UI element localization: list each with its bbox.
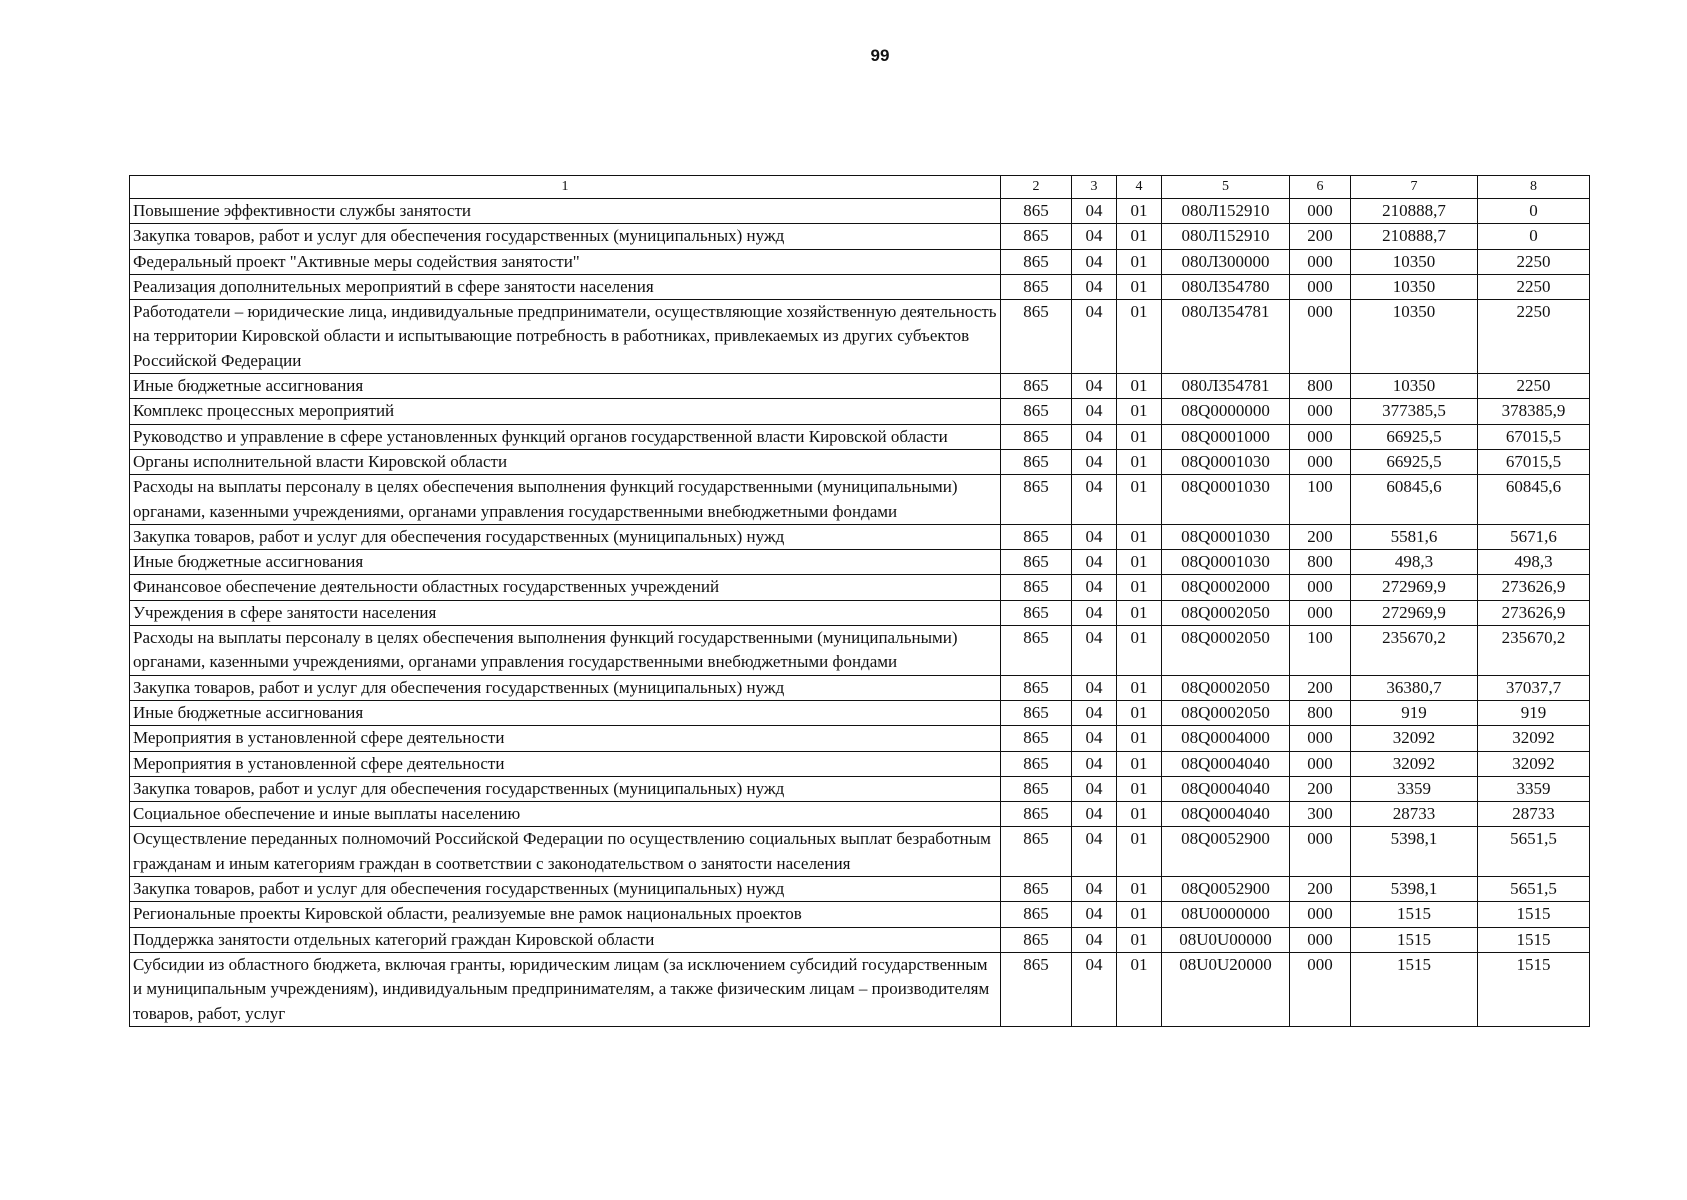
code-ministry: 865 [1001, 224, 1072, 249]
amount-col8: 0 [1478, 224, 1590, 249]
code-target-item: 08Q0004040 [1162, 751, 1290, 776]
code-expense-type: 200 [1290, 877, 1351, 902]
code-target-item: 080Л300000 [1162, 249, 1290, 274]
code-target-item: 08Q0004040 [1162, 776, 1290, 801]
code-ministry: 865 [1001, 524, 1072, 549]
column-header: 7 [1351, 176, 1478, 199]
code-subsection: 01 [1117, 827, 1162, 877]
row-description: Иные бюджетные ассигнования [130, 700, 1001, 725]
amount-col7: 498,3 [1351, 550, 1478, 575]
row-description: Мероприятия в установленной сфере деятельности [130, 726, 1001, 751]
amount-col8: 5671,6 [1478, 524, 1590, 549]
code-target-item: 080Л152910 [1162, 224, 1290, 249]
code-section: 04 [1072, 550, 1117, 575]
row-description: Финансовое обеспечение деятельности областных государственных учреждений [130, 575, 1001, 600]
code-subsection: 01 [1117, 424, 1162, 449]
amount-col7: 1515 [1351, 952, 1478, 1026]
code-target-item: 08Q0004040 [1162, 802, 1290, 827]
code-target-item: 08Q0052900 [1162, 827, 1290, 877]
table-row [130, 374, 1590, 399]
code-section: 04 [1072, 274, 1117, 299]
code-expense-type: 000 [1290, 600, 1351, 625]
code-expense-type: 000 [1290, 274, 1351, 299]
code-ministry: 865 [1001, 399, 1072, 424]
table-row [130, 475, 1590, 525]
row-description: Закупка товаров, работ и услуг для обеспечения государственных (муниципальных) нужд [130, 776, 1001, 801]
code-expense-type: 200 [1290, 776, 1351, 801]
table-row [130, 700, 1590, 725]
code-subsection: 01 [1117, 300, 1162, 374]
row-description: Социальное обеспечение и иные выплаты населению [130, 802, 1001, 827]
code-section: 04 [1072, 224, 1117, 249]
code-subsection: 01 [1117, 877, 1162, 902]
amount-col7: 66925,5 [1351, 449, 1478, 474]
column-number-row [130, 176, 1590, 199]
amount-col7: 60845,6 [1351, 475, 1478, 525]
code-target-item: 08U0000000 [1162, 902, 1290, 927]
code-section: 04 [1072, 827, 1117, 877]
code-subsection: 01 [1117, 374, 1162, 399]
row-description: Федеральный проект "Активные меры содействия занятости" [130, 249, 1001, 274]
code-expense-type: 000 [1290, 399, 1351, 424]
code-ministry: 865 [1001, 550, 1072, 575]
amount-col8: 1515 [1478, 902, 1590, 927]
amount-col8: 5651,5 [1478, 877, 1590, 902]
table-row [130, 626, 1590, 676]
row-description: Поддержка занятости отдельных категорий граждан Кировской области [130, 927, 1001, 952]
row-description: Иные бюджетные ассигнования [130, 374, 1001, 399]
code-expense-type: 800 [1290, 550, 1351, 575]
table-row [130, 274, 1590, 299]
table-row [130, 399, 1590, 424]
code-subsection: 01 [1117, 802, 1162, 827]
table-row [130, 877, 1590, 902]
table-row [130, 600, 1590, 625]
table-row [130, 300, 1590, 374]
amount-col8: 60845,6 [1478, 475, 1590, 525]
row-description: Закупка товаров, работ и услуг для обеспечения государственных (муниципальных) нужд [130, 524, 1001, 549]
code-subsection: 01 [1117, 675, 1162, 700]
amount-col7: 3359 [1351, 776, 1478, 801]
code-ministry: 865 [1001, 475, 1072, 525]
code-section: 04 [1072, 424, 1117, 449]
code-ministry: 865 [1001, 877, 1072, 902]
code-section: 04 [1072, 626, 1117, 676]
code-ministry: 865 [1001, 751, 1072, 776]
code-subsection: 01 [1117, 751, 1162, 776]
amount-col7: 10350 [1351, 374, 1478, 399]
code-section: 04 [1072, 600, 1117, 625]
code-ministry: 865 [1001, 700, 1072, 725]
code-expense-type: 000 [1290, 300, 1351, 374]
row-description: Расходы на выплаты персоналу в целях обеспечения выполнения функций государственными (муниципальными) органами, казенными учреждениями, органами управления государственными внебюджетными фондами [130, 475, 1001, 525]
amount-col7: 32092 [1351, 726, 1478, 751]
row-description: Закупка товаров, работ и услуг для обеспечения государственных (муниципальных) нужд [130, 877, 1001, 902]
table-row [130, 751, 1590, 776]
code-expense-type: 100 [1290, 475, 1351, 525]
column-header: 4 [1117, 176, 1162, 199]
amount-col7: 36380,7 [1351, 675, 1478, 700]
code-section: 04 [1072, 902, 1117, 927]
amount-col8: 235670,2 [1478, 626, 1590, 676]
table-row [130, 675, 1590, 700]
code-section: 04 [1072, 300, 1117, 374]
code-expense-type: 200 [1290, 224, 1351, 249]
code-subsection: 01 [1117, 224, 1162, 249]
amount-col8: 67015,5 [1478, 449, 1590, 474]
amount-col7: 1515 [1351, 902, 1478, 927]
code-ministry: 865 [1001, 952, 1072, 1026]
row-description: Мероприятия в установленной сфере деятельности [130, 751, 1001, 776]
code-target-item: 08Q0001000 [1162, 424, 1290, 449]
code-expense-type: 000 [1290, 424, 1351, 449]
code-section: 04 [1072, 449, 1117, 474]
amount-col8: 67015,5 [1478, 424, 1590, 449]
table-row [130, 952, 1590, 1026]
code-expense-type: 000 [1290, 199, 1351, 224]
code-section: 04 [1072, 374, 1117, 399]
code-expense-type: 800 [1290, 374, 1351, 399]
amount-col7: 66925,5 [1351, 424, 1478, 449]
code-subsection: 01 [1117, 575, 1162, 600]
code-target-item: 08Q0052900 [1162, 877, 1290, 902]
table-row [130, 249, 1590, 274]
amount-col7: 28733 [1351, 802, 1478, 827]
table-row [130, 827, 1590, 877]
code-subsection: 01 [1117, 274, 1162, 299]
code-target-item: 08Q0001030 [1162, 550, 1290, 575]
code-section: 04 [1072, 927, 1117, 952]
amount-col8: 0 [1478, 199, 1590, 224]
row-description: Закупка товаров, работ и услуг для обеспечения государственных (муниципальных) нужд [130, 224, 1001, 249]
code-subsection: 01 [1117, 399, 1162, 424]
amount-col7: 272969,9 [1351, 600, 1478, 625]
row-description: Работодатели – юридические лица, индивидуальные предприниматели, осуществляющие хозяйственную деятельность на территории Кировской области и испытывающие потребность в работниках, привлекаемых из других субъектов Российской Федерации [130, 300, 1001, 374]
code-expense-type: 100 [1290, 626, 1351, 676]
row-description: Учреждения в сфере занятости населения [130, 600, 1001, 625]
code-subsection: 01 [1117, 249, 1162, 274]
code-ministry: 865 [1001, 199, 1072, 224]
code-target-item: 08Q0001030 [1162, 524, 1290, 549]
amount-col8: 28733 [1478, 802, 1590, 827]
amount-col7: 210888,7 [1351, 224, 1478, 249]
code-target-item: 08U0U20000 [1162, 952, 1290, 1026]
row-description: Региональные проекты Кировской области, реализуемые вне рамок национальных проектов [130, 902, 1001, 927]
row-description: Субсидии из областного бюджета, включая гранты, юридическим лицам (за исключением субсидий государственным и муниципальным учреждениям), индивидуальным предпринимателям, а также физическим лицам – производителям товаров, работ, услуг [130, 952, 1001, 1026]
code-subsection: 01 [1117, 475, 1162, 525]
code-ministry: 865 [1001, 902, 1072, 927]
code-expense-type: 200 [1290, 524, 1351, 549]
column-header: 8 [1478, 176, 1590, 199]
row-description: Закупка товаров, работ и услуг для обеспечения государственных (муниципальных) нужд [130, 675, 1001, 700]
code-section: 04 [1072, 675, 1117, 700]
row-description: Реализация дополнительных мероприятий в сфере занятости населения [130, 274, 1001, 299]
row-description: Руководство и управление в сфере установленных функций органов государственной власти Кировской области [130, 424, 1001, 449]
amount-col7: 5398,1 [1351, 877, 1478, 902]
code-subsection: 01 [1117, 927, 1162, 952]
code-ministry: 865 [1001, 927, 1072, 952]
amount-col8: 2250 [1478, 374, 1590, 399]
code-target-item: 080Л354780 [1162, 274, 1290, 299]
row-description: Расходы на выплаты персоналу в целях обеспечения выполнения функций государственными (муниципальными) органами, казенными учреждениями, органами управления государственными внебюджетными фондами [130, 626, 1001, 676]
code-section: 04 [1072, 802, 1117, 827]
code-target-item: 080Л354781 [1162, 374, 1290, 399]
code-target-item: 08U0U00000 [1162, 927, 1290, 952]
code-expense-type: 000 [1290, 827, 1351, 877]
code-subsection: 01 [1117, 902, 1162, 927]
code-subsection: 01 [1117, 550, 1162, 575]
table-row [130, 902, 1590, 927]
code-subsection: 01 [1117, 524, 1162, 549]
code-ministry: 865 [1001, 575, 1072, 600]
code-subsection: 01 [1117, 199, 1162, 224]
code-ministry: 865 [1001, 802, 1072, 827]
code-section: 04 [1072, 399, 1117, 424]
code-section: 04 [1072, 776, 1117, 801]
code-ministry: 865 [1001, 449, 1072, 474]
code-target-item: 080Л152910 [1162, 199, 1290, 224]
code-expense-type: 200 [1290, 675, 1351, 700]
table-row [130, 575, 1590, 600]
table-row [130, 776, 1590, 801]
code-ministry: 865 [1001, 374, 1072, 399]
code-expense-type: 000 [1290, 249, 1351, 274]
amount-col8: 1515 [1478, 927, 1590, 952]
table-row [130, 449, 1590, 474]
code-expense-type: 000 [1290, 449, 1351, 474]
code-ministry: 865 [1001, 600, 1072, 625]
code-section: 04 [1072, 199, 1117, 224]
code-target-item: 08Q0002050 [1162, 700, 1290, 725]
code-target-item: 08Q0000000 [1162, 399, 1290, 424]
amount-col8: 2250 [1478, 300, 1590, 374]
code-ministry: 865 [1001, 424, 1072, 449]
amount-col8: 498,3 [1478, 550, 1590, 575]
code-expense-type: 800 [1290, 700, 1351, 725]
amount-col7: 272969,9 [1351, 575, 1478, 600]
amount-col7: 919 [1351, 700, 1478, 725]
code-section: 04 [1072, 475, 1117, 525]
amount-col7: 377385,5 [1351, 399, 1478, 424]
code-expense-type: 000 [1290, 902, 1351, 927]
code-ministry: 865 [1001, 300, 1072, 374]
code-expense-type: 000 [1290, 952, 1351, 1026]
code-section: 04 [1072, 575, 1117, 600]
code-section: 04 [1072, 249, 1117, 274]
code-section: 04 [1072, 877, 1117, 902]
code-target-item: 08Q0002050 [1162, 675, 1290, 700]
amount-col8: 1515 [1478, 952, 1590, 1026]
table-row [130, 927, 1590, 952]
table-row [130, 224, 1590, 249]
code-subsection: 01 [1117, 449, 1162, 474]
row-description: Комплекс процессных мероприятий [130, 399, 1001, 424]
amount-col7: 5581,6 [1351, 524, 1478, 549]
table-row [130, 802, 1590, 827]
amount-col7: 10350 [1351, 300, 1478, 374]
row-description: Иные бюджетные ассигнования [130, 550, 1001, 575]
code-ministry: 865 [1001, 249, 1072, 274]
code-target-item: 08Q0002000 [1162, 575, 1290, 600]
code-subsection: 01 [1117, 726, 1162, 751]
code-section: 04 [1072, 751, 1117, 776]
amount-col8: 32092 [1478, 751, 1590, 776]
amount-col7: 5398,1 [1351, 827, 1478, 877]
code-section: 04 [1072, 952, 1117, 1026]
code-subsection: 01 [1117, 626, 1162, 676]
code-target-item: 08Q0001030 [1162, 449, 1290, 474]
column-header: 1 [130, 176, 1001, 199]
amount-col8: 919 [1478, 700, 1590, 725]
amount-col7: 210888,7 [1351, 199, 1478, 224]
amount-col7: 32092 [1351, 751, 1478, 776]
code-expense-type: 300 [1290, 802, 1351, 827]
code-expense-type: 000 [1290, 575, 1351, 600]
code-ministry: 865 [1001, 626, 1072, 676]
row-description: Повышение эффективности службы занятости [130, 199, 1001, 224]
code-ministry: 865 [1001, 776, 1072, 801]
table-row [130, 524, 1590, 549]
code-section: 04 [1072, 524, 1117, 549]
code-target-item: 080Л354781 [1162, 300, 1290, 374]
column-header: 3 [1072, 176, 1117, 199]
page-number: 99 [870, 46, 890, 65]
code-expense-type: 000 [1290, 726, 1351, 751]
code-ministry: 865 [1001, 274, 1072, 299]
budget-table [129, 175, 1590, 1027]
amount-col8: 2250 [1478, 274, 1590, 299]
code-ministry: 865 [1001, 726, 1072, 751]
row-description: Органы исполнительной власти Кировской области [130, 449, 1001, 474]
table-row [130, 726, 1590, 751]
code-section: 04 [1072, 726, 1117, 751]
amount-col8: 378385,9 [1478, 399, 1590, 424]
table-row [130, 550, 1590, 575]
code-subsection: 01 [1117, 776, 1162, 801]
amount-col7: 10350 [1351, 274, 1478, 299]
code-expense-type: 000 [1290, 751, 1351, 776]
column-header: 5 [1162, 176, 1290, 199]
amount-col7: 10350 [1351, 249, 1478, 274]
amount-col7: 1515 [1351, 927, 1478, 952]
code-ministry: 865 [1001, 675, 1072, 700]
row-description: Осуществление переданных полномочий Российской Федерации по осуществлению социальных выплат безработным гражданам и иным категориям граждан в соответствии с законодательством о занятости населения [130, 827, 1001, 877]
code-target-item: 08Q0004000 [1162, 726, 1290, 751]
amount-col8: 37037,7 [1478, 675, 1590, 700]
amount-col7: 235670,2 [1351, 626, 1478, 676]
amount-col8: 273626,9 [1478, 575, 1590, 600]
amount-col8: 3359 [1478, 776, 1590, 801]
table-row [130, 199, 1590, 224]
amount-col8: 2250 [1478, 249, 1590, 274]
code-subsection: 01 [1117, 700, 1162, 725]
code-ministry: 865 [1001, 827, 1072, 877]
code-subsection: 01 [1117, 600, 1162, 625]
code-target-item: 08Q0002050 [1162, 600, 1290, 625]
column-header: 6 [1290, 176, 1351, 199]
amount-col8: 273626,9 [1478, 600, 1590, 625]
table-row [130, 424, 1590, 449]
code-subsection: 01 [1117, 952, 1162, 1026]
code-target-item: 08Q0001030 [1162, 475, 1290, 525]
amount-col8: 32092 [1478, 726, 1590, 751]
column-header: 2 [1001, 176, 1072, 199]
code-section: 04 [1072, 700, 1117, 725]
amount-col8: 5651,5 [1478, 827, 1590, 877]
code-target-item: 08Q0002050 [1162, 626, 1290, 676]
code-expense-type: 000 [1290, 927, 1351, 952]
